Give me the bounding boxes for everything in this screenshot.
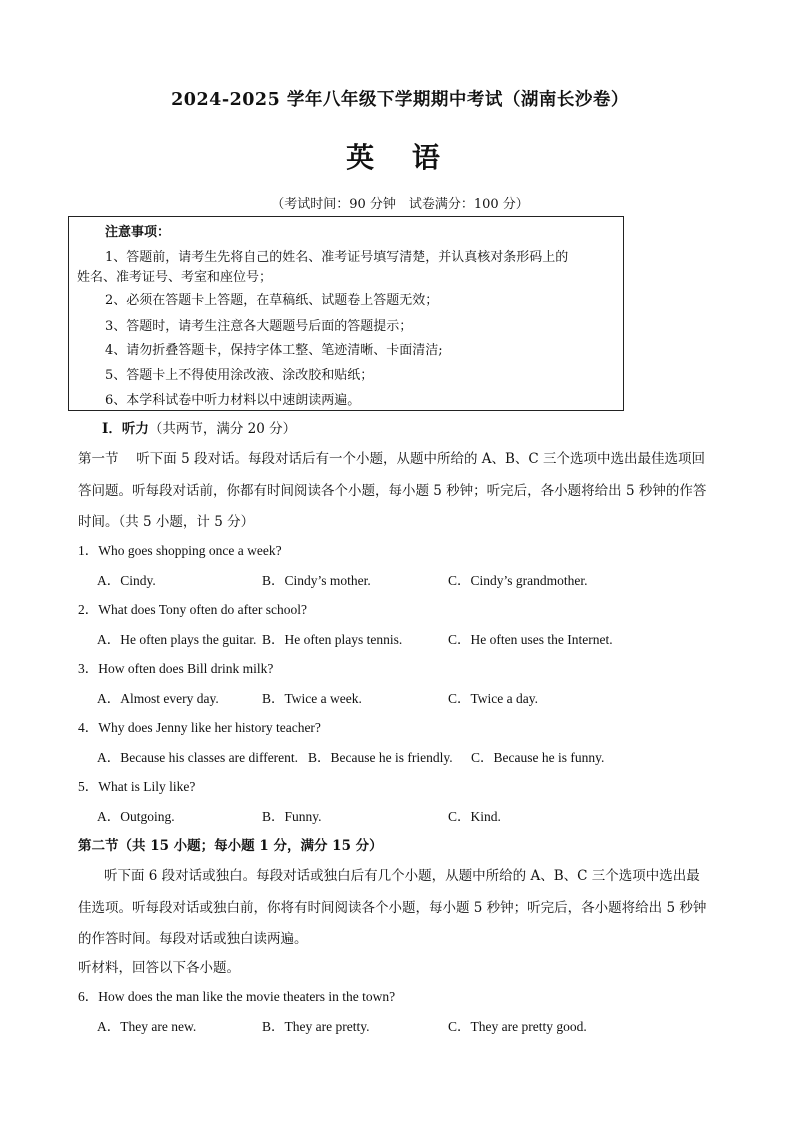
question-3-stem: 3．How often does Bill drink milk? xyxy=(78,661,274,676)
question-5-option-c: C．Kind. xyxy=(448,809,501,824)
question-5-option-a: A．Outgoing. xyxy=(97,809,175,824)
section1-line-3: 时间。（共 5 小题，计 5 分） xyxy=(78,514,255,530)
question-2-stem: 2．What does Tony often do after school? xyxy=(78,602,307,617)
question-1-stem: 1．Who goes shopping once a week? xyxy=(78,543,282,558)
question-1-option-b: B．Cindy’s mother. xyxy=(262,573,371,588)
question-1-option-c: C．Cindy’s grandmother. xyxy=(448,573,588,588)
question-6-option-b: B．They are pretty. xyxy=(262,1019,370,1034)
part1-heading xyxy=(102,417,296,437)
question-3-option-b: B．Twice a week. xyxy=(262,691,362,706)
question-5-stem: 5．What is Lily like? xyxy=(78,779,196,794)
notice-item-5: 5、答题卡上不得使用涂改液、涂改胶和贴纸； xyxy=(105,368,374,383)
exam-title: 2024-2025 学年八年级下学期期中考试（湖南长沙卷） xyxy=(171,90,629,110)
exam-info: （考试时间：90 分钟 试卷满分：100 分） xyxy=(271,197,529,212)
question-1-option-a: A．Cindy. xyxy=(97,573,156,588)
section2-line-2: 佳选项。听每段对话或独白前，你将有时间阅读各个小题，每小题 5 秒钟；听完后，各小题将给出 5 秒钟 xyxy=(78,900,707,916)
question-6-stem: 6．How does the man like the movie theaters in the town? xyxy=(78,989,396,1004)
subject-title: 英 语 xyxy=(346,141,454,174)
notice-item-6: 6、本学科试卷中听力材料以中速朗读两遍。 xyxy=(105,393,361,408)
question-2-option-c: C．He often uses the Internet. xyxy=(448,632,613,647)
notice-box xyxy=(68,216,624,411)
notice-item-4: 4、请勿折叠答题卡，保持字体工整、笔迹清晰、卡面清洁; xyxy=(105,343,443,358)
question-4-option-a: A．Because his classes are different. xyxy=(97,750,299,765)
question-6-option-c: C．They are pretty good. xyxy=(448,1019,587,1034)
notice-item-3: 3、答题时，请考生注意各大题题号后面的答题提示； xyxy=(105,319,413,334)
listen-note: 听材料，回答以下各小题。 xyxy=(78,960,240,976)
question-4-option-c: C．Because he is funny. xyxy=(471,750,605,765)
question-4-option-b: B．Because he is friendly. xyxy=(308,750,453,765)
notice-item-2: 2、必须在答题卡上答题，在草稿纸、试题卷上答题无效； xyxy=(105,293,439,308)
question-3-option-a: A．Almost every day. xyxy=(97,691,219,706)
section1-line-1: 第一节 听下面 5 段对话。每段对话后有一个小题，从题中所给的 A、B、C 三个选项中选出最佳选项回 xyxy=(78,451,706,467)
part1-name: 听力 xyxy=(121,421,149,437)
part1-info: （共两节，满分 20 分） xyxy=(148,421,297,437)
notice-item-1: 1、答题前，请考生先将自己的姓名、准考证号填写清楚，并认真核对条形码上的 xyxy=(105,250,569,265)
section2-line-3: 的作答时间。每段对话或独白读两遍。 xyxy=(78,931,308,947)
question-5-option-b: B．Funny. xyxy=(262,809,322,824)
notice-title: 注意事项： xyxy=(105,225,171,240)
question-4-stem: 4．Why does Jenny like her history teacher? xyxy=(78,720,321,735)
section1-line-2: 答问题。听每段对话前，你都有时间阅读各个小题，每小题 5 秒钟；听完后，各小题将给出 5 秒钟的作答 xyxy=(78,483,707,499)
part1-roman: I． xyxy=(102,421,122,437)
question-6-option-a: A．They are new. xyxy=(97,1019,197,1034)
section2-line-1: 听下面 6 段对话或独白。每段对话或独白后有几个小题，从题中所给的 A、B、C 三个选项中选出最 xyxy=(104,868,700,884)
question-3-option-c: C．Twice a day. xyxy=(448,691,539,706)
notice-item-1-cont: 姓名、准考证号、考室和座位号； xyxy=(77,270,273,285)
question-2-option-a: A．He often plays the guitar. xyxy=(97,632,257,647)
question-2-option-b: B．He often plays tennis. xyxy=(262,632,403,647)
section2-heading: 第二节（共 15 小题；每小题 1 分，满分 15 分） xyxy=(78,838,383,854)
